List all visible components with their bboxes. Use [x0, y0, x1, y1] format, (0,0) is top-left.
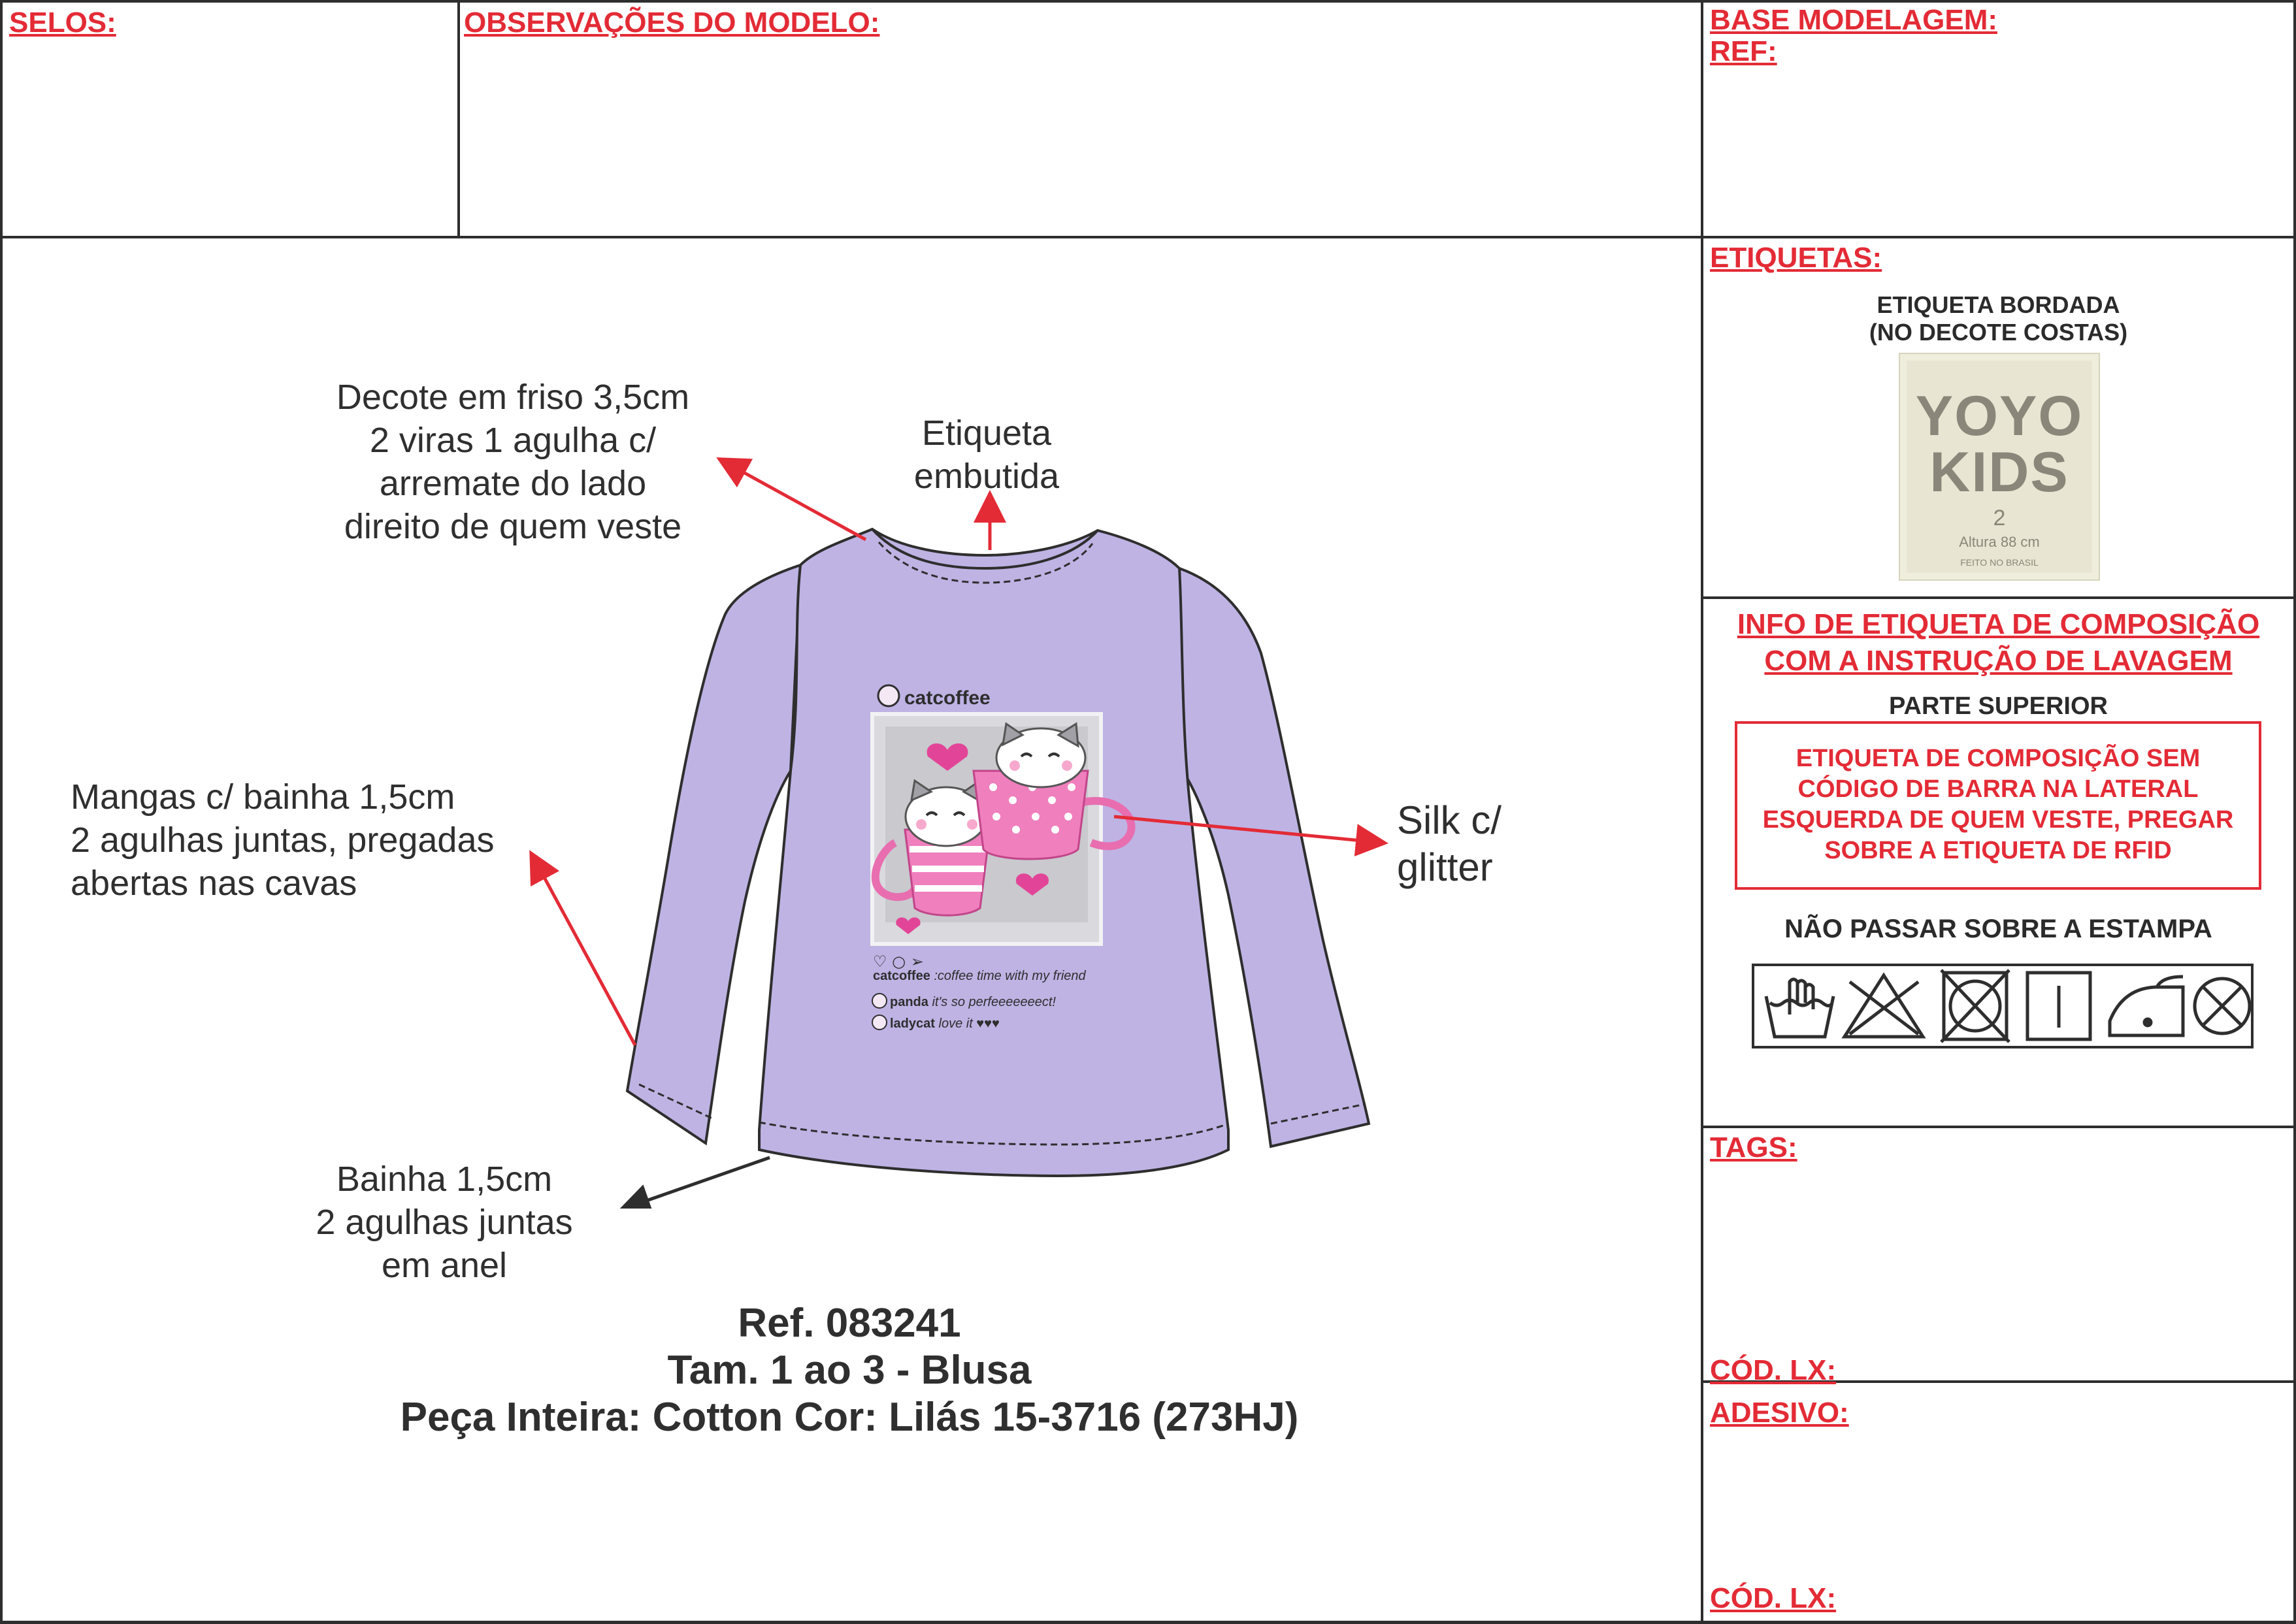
observacoes-label: OBSERVAÇÕES DO MODELO:: [464, 7, 880, 39]
composition-title: INFO DE ETIQUETA DE COMPOSIÇÃO COM A INSTRUÇÃO DE LAVAGEM: [1737, 608, 2260, 677]
bainha-note: Bainha 1,5cm 2 agulhas juntas em anel: [316, 1160, 573, 1285]
etiquetas-label: ETIQUETAS:: [1710, 242, 1882, 274]
no-tumble-dry-icon: [1941, 970, 2009, 1042]
decote-note: Decote em friso 3,5cm 2 viras 1 agulha c/ arremate do lado direito de quem veste: [336, 378, 690, 546]
composition-part: PARTE SUPERIOR: [1888, 692, 2108, 720]
svg-text:ladycat love it ♥♥♥: [890, 1016, 1000, 1031]
product-material: Peça Inteira: Cotton Cor: Lilás 15-3716 (273HJ): [400, 1395, 1299, 1440]
product-size: Tam. 1 ao 3 - Blusa: [667, 1348, 1032, 1393]
label-title: ETIQUETA BORDADA (NO DECOTE COSTAS): [1869, 291, 2128, 346]
brand-label: [1899, 353, 2100, 581]
svg-text:panda it's so perfeeeeeeect!: [890, 995, 1056, 1009]
decote-arrow: [722, 461, 866, 540]
mangas-note: Mangas c/ bainha 1,5cm 2 agulhas juntas, pregadas abertas nas cavas: [71, 777, 495, 903]
label-size: 2: [1993, 506, 2006, 530]
comment2-user: panda: [890, 995, 928, 1009]
avatar: [872, 994, 887, 1008]
tags-label: TAGS:: [1710, 1131, 1797, 1163]
base-modelagem-label: BASE MODELAGEM:: [1710, 4, 1997, 36]
border-bottom: [0, 1621, 2296, 1624]
svg-text:catcoffee :coffee time with my: [873, 969, 1087, 983]
comment3-text: love it ♥♥♥: [938, 1016, 1000, 1031]
product-ref: Ref. 083241: [738, 1301, 961, 1346]
etiquetas-divider: [1702, 596, 2296, 599]
comment1-user: catcoffee: [873, 969, 930, 983]
ref-label: REF:: [1710, 35, 1777, 67]
silk-note: Silk c/ glitter: [1397, 798, 1502, 889]
composition-box: ETIQUETA DE COMPOSIÇÃO SEM CÓDIGO DE BARRA NA LATERAL ESQUERDA DE QUEM VESTE, PREGAR SOBRE A ETIQUETA DE RFID: [1735, 721, 2261, 890]
product-info: [0, 1300, 1699, 1441]
feed-icons: ♡ ○ ➢: [873, 952, 924, 971]
selos-label: SELOS:: [9, 7, 116, 39]
label-origin: FEITO NO BRASIL: [1960, 557, 2039, 568]
print-handle: catcoffee: [904, 687, 991, 709]
comment2-text: it's so perfeeeeeeect!: [932, 995, 1056, 1009]
composition-warning: NÃO PASSAR SOBRE A ESTAMPA: [1784, 915, 2212, 943]
bainha-arrow: [624, 1158, 770, 1209]
comment3-user: ladycat: [890, 1016, 935, 1031]
comment1-text: :coffee time with my friend: [934, 969, 1086, 983]
cod-lx-adesivo-label: CÓD. LX:: [1710, 1582, 1837, 1614]
label-height: Altura 88 cm: [1959, 534, 2040, 550]
mangas-arrow: [533, 856, 635, 1045]
adesivo-label: ADESIVO:: [1710, 1397, 1849, 1429]
avatar: [872, 1015, 887, 1030]
cod-lx-tags-label: CÓD. LX:: [1710, 1354, 1837, 1386]
label-brand-line1: YOYO: [1915, 385, 2084, 447]
etiqueta-embutida-note: Etiqueta embutida: [913, 414, 1060, 496]
care-symbols: [1752, 964, 2254, 1048]
label-brand-line2: KIDS: [1929, 441, 2069, 504]
tags-divider: [1702, 1126, 2296, 1128]
left-cat: [906, 781, 987, 846]
profile-icon: [878, 685, 899, 706]
right-cat: [996, 724, 1085, 787]
